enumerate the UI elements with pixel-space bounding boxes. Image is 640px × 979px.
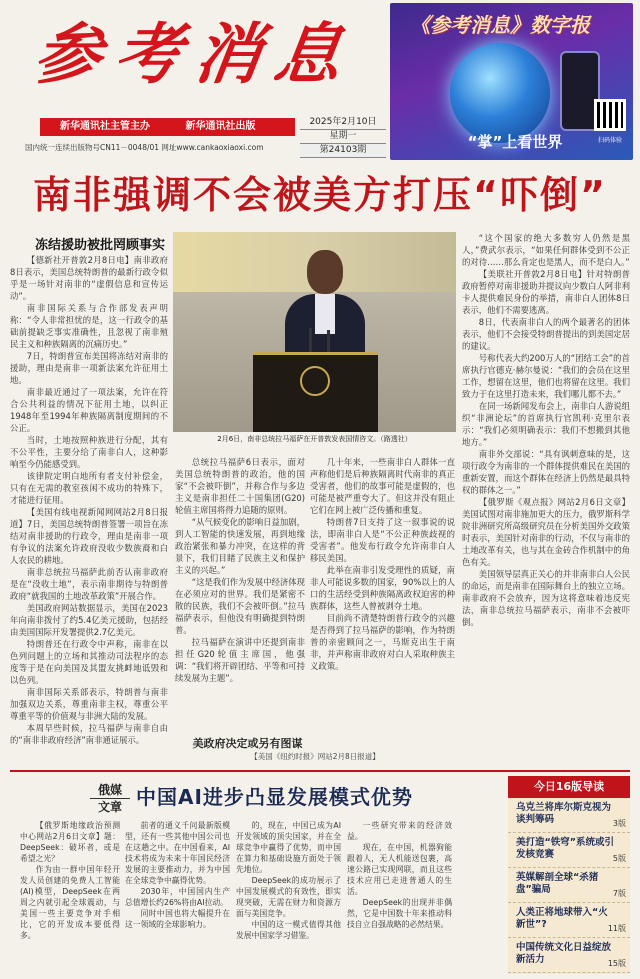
paragraph: 号称代表大约200万人的“团结工会”的首席执行官德克·赫尔曼说：“我们的会员在这里工作，想留在这里，他们也将留在这里。我们致力于在这里打造未来，我们哪儿都不去。”: [462, 353, 630, 399]
article-column-1: [10, 254, 168, 766]
guide-item-page: 15版: [607, 959, 626, 968]
microphone-icon: [309, 328, 312, 354]
bottom-column-1: [20, 820, 120, 972]
bottom-column-4: [347, 820, 452, 972]
paragraph: 【美国有线电视新闻网网站2月8日报道】7日，美国总统特朗普签署一项旨在冻结对南非援助的行政令，理由是南非一项有争议的法案允许政府没收少数族裔和白人农民的耕地。: [10, 507, 168, 565]
publisher-left: 新华通讯社主管主办: [60, 121, 150, 132]
article-tag: [90, 782, 130, 815]
paragraph: 的，现在，中国已成为AI开发领域的顶尖国家，并在全球竞争中赢得了优势，而中国在算力和基础设施方面处于领先地位。: [236, 821, 341, 874]
bottom-column-2: [125, 820, 230, 972]
paragraph: 【德新社开普敦2月8日电】南非政府8日表示，美国总统特朗普的最新行政令似乎是一场针对南非的“虚假信息和宣传运动”。: [10, 255, 168, 301]
publisher-bar: [40, 118, 295, 136]
paragraph: 目前尚不清楚特朗普行政令的兴趣是否得到了拉马福萨的影响，作为特朗普的亲密顾问之一，马斯克出生于南非，并声称南非政府对白人采取种族主义政策。: [310, 613, 455, 671]
article-column-2: [175, 456, 305, 766]
paragraph: 几十年来，一些南非白人群体一直声称他们是后种族隔离时代南非的真正受害者，他们的故事可能是虚假的，也可能是被严重夸大了。但这并没有阻止它们在网上被广泛传播和重复。: [310, 457, 455, 515]
guide-item-title: 美打造“铁穹”系统或引发核竞赛: [516, 837, 614, 860]
main-headline: 南非强调不会被美方打压“吓倒”: [33, 173, 607, 217]
paragraph: 【俄罗斯地缘政治预测中心网站2月6日文章】题：DeepSeek：破坏者，或是希望之光？: [20, 821, 120, 863]
newspaper-logo: 参考消息: [29, 15, 361, 93]
issue-number: 第24103期: [300, 144, 386, 158]
publisher-right: 新华通讯社出版: [185, 121, 256, 132]
paragraph: 本周早些时候，拉马福萨与南非自由的“南非非政府经济”南非通证展示。: [10, 723, 168, 745]
paragraph: 拉马福萨在演讲中还提到南非担任G20轮值主席国，他强调：“我们将开辟团结、平等和可持续发展为主题”。: [175, 637, 305, 683]
paragraph: “这是我们作为发展中经济体现在必须应对的世界。我们是紧密不散的民族，我们不会被吓倒。”拉马福萨表示，但他没有明确提到特朗普。: [175, 577, 305, 635]
paragraph: 在同一场新闻发布会上，南非白人游说组织“非洲论坛”的首席执行官凯利·克里尔表示：“我们必须明确表示：我们不想搬到其他地方。”: [462, 401, 630, 447]
seal-icon: [300, 366, 330, 396]
paragraph: “从气候变化的影响日益加剧，到人工智能的快速发展，再到地缘政治紧张和暴力冲突，在这样的背景下，我们目睹了民族主义和保护主义的兴起。”: [175, 517, 305, 575]
guide-item[interactable]: [508, 798, 630, 833]
guide-item-title: 英媒解剖全球“杀猪盘”骗局: [516, 872, 599, 895]
paragraph: 南非最近通过了一项法案，允许在符合公共利益的情况下征用土地，以纠正1948年至1994年种族隔离制度期间的不公正。: [10, 387, 168, 433]
guide-item-page: 3版: [612, 819, 626, 828]
today-guide: [508, 776, 630, 974]
globe-icon: [450, 43, 550, 143]
tag-bottom: 文章: [97, 800, 122, 814]
guide-item-page: 5版: [612, 854, 626, 863]
paragraph: 8日，代表南非白人的两个最著名的团体表示，他们不会接受特朗普提出的到美国定居的建议。: [462, 317, 630, 351]
paragraph: DeepSeek的出现并非偶然，它是中国数十年来推动科技自立自强战略的必然结果。: [347, 898, 452, 929]
paragraph: 当时，土地按照种族进行分配，其有不公平性，主要分给了南非白人，这种影响至今仍能感受到。: [10, 435, 168, 469]
paragraph: 同时中国也将大幅提升在这一领域的全球影响力。: [125, 909, 230, 929]
paragraph: 南非国际关系与合作部发表声明称：“令人非常担忧的是，这一行政令的基础前提缺乏事实准确性，且忽视了南非殖民主义和种族隔离的沉痛历史。”: [10, 303, 168, 349]
masthead: [0, 0, 640, 165]
subheading-us-intent: 美政府决定或另有图谋: [192, 737, 303, 750]
paragraph: 特朗普还在行政令中声称，南非在以色列问题上的立场和其推动司法程序的态度等于是在向美国及其盟友挑衅地诋毁和以色列。: [10, 639, 168, 685]
news-photo: [173, 232, 456, 432]
guide-item-page: 7版: [612, 889, 626, 898]
digital-edition-promo[interactable]: [390, 3, 633, 160]
paragraph: 7日，特朗普宣布美国将冻结对南非的援助，理由是南非一项新法案允许征用土地。: [10, 351, 168, 385]
microphone-icon: [327, 330, 330, 354]
photo-caption: 2月6日，南非总统拉马福萨在开普敦发表国情咨文。（路透社）: [217, 435, 412, 443]
paragraph: 特朗普7日支持了这一叙事说的说法，即南非白人是“不公正种族歧视的受害者”。他发布行政令允许南非白人移民美国。: [310, 517, 455, 563]
section-divider: [10, 770, 630, 772]
qr-code-icon[interactable]: [594, 99, 626, 131]
subheading-source: 【美国《纽约时报》网站2月8日报道】: [250, 752, 380, 761]
paragraph: 总统拉马福萨6日表示，面对美国总统特朗普的政治，他的国家“不会被吓倒”，并称合作与多边主义是南非担任二十国集团(G20)轮值主席国将得力追随的原则。: [175, 457, 305, 515]
guide-item[interactable]: [508, 868, 630, 903]
bottom-column-3: [236, 820, 341, 972]
paragraph: 【美联社开普敦2月8日电】针对特朗普政府暂停对南非援助并提议向少数白人阿非利卡人提供难民身份的举措，南非白人团体8日表示，他们不需要逃离。: [462, 269, 630, 315]
guide-item[interactable]: [508, 903, 630, 938]
subheading-aid-freeze: 冻结援助被批罔顾事实: [34, 238, 165, 253]
paragraph: 现在，在中国，机器狗能跟着人，无人机能送包裹，高速公路已实现网联，而且这些技术应用已走进普通人的生活。: [347, 843, 452, 896]
guide-item-title: 乌克兰将库尔斯克视为谈判筹码: [516, 802, 612, 825]
paragraph: 作为由一群中国年轻开发人员创建的免费人工智能(AI)模型，DeepSeek在两周之内就引起全球震动，与美国一些主要竞争对手相比，它的开发成本要低得多。: [20, 865, 120, 940]
promo-slogan: “掌”上看世界: [467, 133, 563, 151]
promo-title: 《参考消息》数字报: [410, 13, 590, 37]
paragraph: DeepSeek的成功展示了中国发展模式的有效性，即实现突破，无需在财力和资源方面与美国竞争。: [236, 876, 341, 918]
issue-date: 2025年2月10日: [300, 116, 386, 130]
article-column-3: [310, 456, 455, 766]
paragraph: 【俄罗斯《观点报》网站2月6日文章】美国试图对南非施加更大的压力，俄罗斯科学院非洲研究所高级研究员在分析美国外交政策时表示，美国针对南非的行动，不仅与南非的土地改革有关，也与其在金砖合作机制中的角色有关。: [462, 497, 630, 567]
paragraph: 美国领导层真正关心的并非南非白人公民的命运，而是南非在国际舞台上的独立立场。南非政府不会放弃，因为这将意味着违反宪法，南非总统拉马福萨表示，南非不会被吓倒。: [462, 569, 630, 627]
paragraph: 南非外交部说：“具有讽刺意味的是，这项行政令为南非的一个群体提供难民在美国的重新安置，而这个群体在经济上仍然是最具特权的群体之一。”: [462, 449, 630, 495]
guide-title: 今日16版导读: [508, 776, 630, 798]
bottom-article-title: 中国AI进步凸显发展模式优势: [136, 785, 413, 809]
issn-line: 国内统一连续出版物号CN11－0048/01 网址www.cankaoxiaoxi.com: [25, 143, 264, 152]
issue-weekday: 星期一: [300, 130, 386, 144]
paragraph: “这个国家的绝大多数穷人仍然是黑人，”费武尔表示，“如果任何群体受到不公正的对待……那么肯定也是黑人，而不是白人。”: [462, 233, 630, 267]
paragraph: 此举在南非引发受理性的质疑，南非人可能说多数的国家，90%以上的人口的生活经受到种族隔离政权迫害的种族群体，这些人曾被剥夺土地。: [310, 565, 455, 611]
paragraph: 2030年，中国国内生产总值增长约26%将由AI拉动。: [125, 887, 230, 907]
paragraph: 该律院定明白地所有者支付补偿金，只有在无需的教室孩闲不成功的特殊下，才能进行征用。: [10, 471, 168, 505]
paragraph: 中国的这一模式值得其他发展中国家学习借鉴。: [236, 920, 341, 940]
article-column-4: [462, 232, 630, 746]
guide-item[interactable]: [508, 833, 630, 868]
date-block: [300, 116, 386, 158]
paragraph: 南非总统拉马福萨此前否认南非政府是在“没收土地”，表示南非期待与特朗普政府“就我国的土地改革政策”开展合作。: [10, 567, 168, 601]
paragraph: 南非国际关系部表示，特朗普与南非加强双边关系，尊重南非主权，尊重公平尊重平等的价值观与非洲大陆的发展。: [10, 687, 168, 721]
paragraph: 美国政府网站数据显示，美国在2023年向南非拨付了约5.4亿美元援助，包括经由美国国际开发署提供2.7亿美元。: [10, 603, 168, 637]
tag-top: 俄媒: [90, 782, 130, 799]
guide-item-page: 11版: [607, 924, 626, 933]
qr-label: 扫码体验: [597, 137, 622, 144]
guide-item[interactable]: [508, 938, 630, 973]
guide-item-title: 中国传统文化日益绽放新活力: [516, 942, 612, 965]
guide-item-title: 人类正将地球带入“火新世”?: [516, 907, 608, 930]
paragraph: 前者的通义千问最新版模型，还有一些其他中国公司也在这趟之中。在中国看来，AI技术将成为未来十年国民经济发展的主要推动力，并为中国在全球竞争中赢得优势。: [125, 821, 230, 885]
paragraph: 一些研究带来的经济效益。: [347, 821, 452, 841]
